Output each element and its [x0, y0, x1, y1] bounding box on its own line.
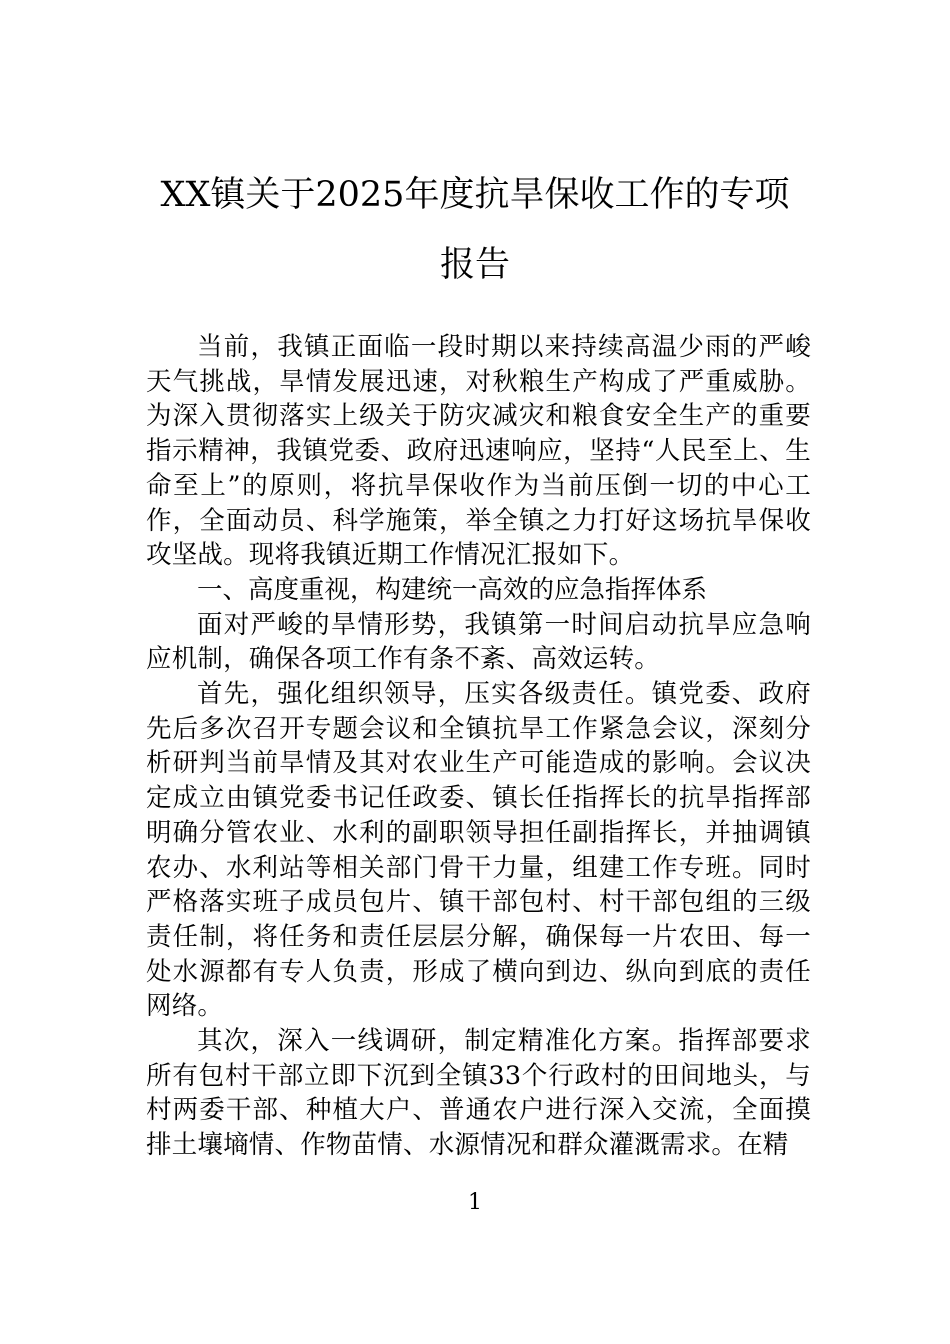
paragraph-research: 其次，深入一线调研，制定精准化方案。指挥部要求所有包村干部立即下沉到全镇33个行政村的田间地头，与村两委干部、种植大户、普通农户进行深入交流，全面摸排土壤墒情、作物苗情、水源情况和群众灌溉需求。在精 [146, 1026, 811, 1161]
document-title-line-2: 报告 [439, 245, 510, 285]
document-title-line-1: XX镇关于2025年度抗旱保收工作的专项 [160, 175, 790, 215]
paragraph-leadership: 首先，强化组织领导，压实各级责任。镇党委、政府先后多次召开专题会议和全镇抗旱工作紧急会议，深刻分析研判当前旱情及其对农业生产可能造成的影响。会议决定成立由镇党委书记任政委、镇长任指挥长的抗旱指挥部明确分管农业、水利的副职领导担任副指挥长，并抽调镇农办、水利站等相关部门骨干力量，组建工作专班。同时严格落实班子成员包片、镇干部包村、村干部包组的三级责任制，将任务和责任层层分解，确保每一片农田、每一处水源都有专人负责，形成了横向到边、纵向到底的责任网络。 [146, 679, 811, 1022]
paragraph-response: 面对严峻的旱情形势，我镇第一时间启动抗旱应急响应机制，确保各项工作有条不紊、高效运转。 [146, 609, 811, 675]
page-number: 1 [468, 1190, 482, 1215]
section-heading-1: 一、高度重视，构建统一高效的应急指挥体系 [197, 574, 708, 605]
document-body [146, 330, 811, 1163]
paragraph-intro: 当前，我镇正面临一段时期以来持续高温少雨的严峻天气挑战，旱情发展迅速，对秋粮生产构成了严重威胁。为深入贯彻落实上级关于防灾减灾和粮食安全生产的重要指示精神，我镇党委、政府迅速响应，坚持“人民至上、生命至上”的原则，将抗旱保收作为当前压倒一切的中心工作，全面动员、科学施策，举全镇之力打好这场抗旱保收攻坚战。现将我镇近期工作情况汇报如下。 [146, 332, 811, 571]
